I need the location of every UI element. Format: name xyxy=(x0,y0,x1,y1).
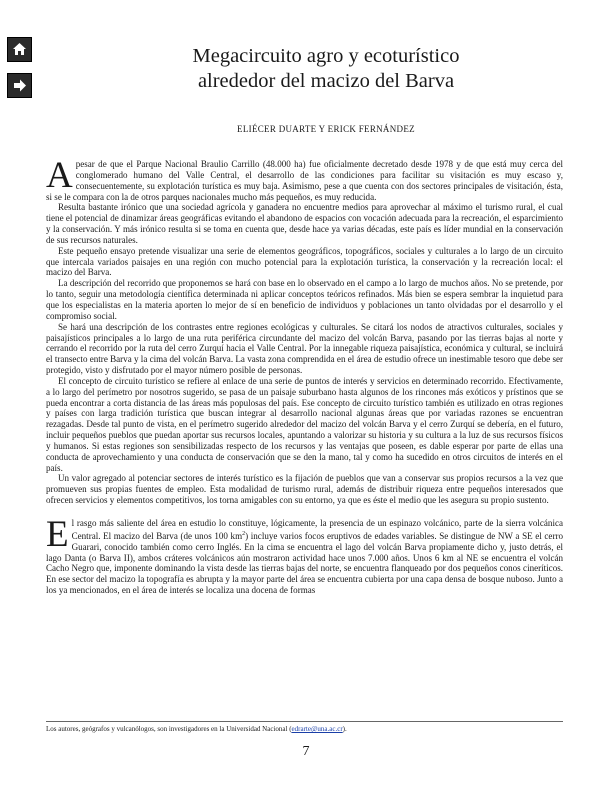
arrow-right-icon xyxy=(11,77,28,94)
home-icon xyxy=(11,41,28,58)
paragraph-8-text-b: ) incluye varios focos eruptivos de edades variables. Se distingue de NW a SE el cerro Guarari, conocido también como cerro Inglés. En la cima se encuentra el lago del volcán Barva propiamente dicho y, justo detrás, el lago Danta (o Barva II), ambos cráteres volcánicos aún mostraron actividad hace unos 7.000 años. Unos 6 km al NE se encuentra el volcán Cacho Negro que, imponente dominando la vista desde las tierras bajas del norte, se encuentra flanqueado por dos pequeños conos cineríticos. En ese sector del macizo la topografía es abrupta y la mayor parte del área se encuentra cubierta por una capa densa de bosque nuboso. Junto a los ya mencionados, en el área de interés se localiza una docena de formas xyxy=(46,530,563,596)
paragraph-1-text: pesar de que el Parque Nacional Braulio Carrillo (48.000 ha) fue oficialmente decretado desde 1978 y de que está muy cerca del conglomerado humano del Valle Central, el desarrollo de las condiciones para facilitar su visitación es muy escaso y, consecuentemente, su explotación turística es muy baja. Asimismo, pese a que cuenta con dos sectores principales de visitación, ésta, si se le compara con la de otros parques nacionales mucho más pequeños, es muy reducida. xyxy=(46,159,563,202)
article-body xyxy=(46,155,563,596)
footnote-divider xyxy=(46,721,563,722)
paragraph-3: Este pequeño ensayo pretende visualizar una serie de elementos geográficos, topográficos, sociales y culturales a lo largo de un circuito que intercala variados paisajes en una región con mucho potencial para la explotación turística, la conservación y la recreación local: el macizo del Barva. xyxy=(46,245,563,278)
title-line-1: Megacircuito agro y ecoturístico xyxy=(192,45,460,67)
next-page-button[interactable] xyxy=(7,73,32,98)
paragraph-1 xyxy=(46,155,563,202)
footnote-close: ). xyxy=(342,725,347,733)
paragraph-6: El concepto de circuito turístico se refiere al enlace de una serie de puntos de interés y servicios en determinado recorrido. Efectivamente, a lo largo del perímetro por nosotros sugerido, se pasa de un paisaje suburbano hasta algunos de los rincones más exóticos y prístinos que se pueda encontrar a corta distancia de las áreas más populosas del país. Ese concepto de circuito turístico también es utilizado en otras regiones y países con larga tradición turística que buscan integrar al desarrollo nacional algunas áreas que por variadas razones se encuentran rezagadas. Desde tal punto de vista, en el perímetro sugerido alrededor del macizo del volcán Barva y el cerro Zurquí se debería, en el futuro, incluir pequeños pueblos que puedan aportar sus recursos locales, apuntando a valorizar su historia y su cultura a la luz de sus recursos físicos y humanos. Si estas regiones son sensibilizadas respecto de los recursos y las ventajas que poseen, es dable esperar por parte de ellas una conducta de aprovechamiento y una conducta de conservación que se den la mano, tal y como ha sucedido en otros circuitos de interés en el país. xyxy=(46,375,563,473)
page-number: 7 xyxy=(302,744,310,759)
drop-cap: E xyxy=(46,514,69,555)
paragraph-8-text-a: l rasgo más saliente del área en estudio lo constituye, lógicamente, la presencia de un espinazo volcánico, parte de la sierra volcánica Central. El macizo del Barva (de unos 100 km xyxy=(71,518,563,541)
paragraph-5: Se hará una descripción de los contrastes entre regiones ecológicas y culturales. Se citará los nodos de atractivos culturales, sociales y paisajísticos principales a lo largo de una ruta periférica circundante del macizo del volcán Barva, pasando por las tierras bajas al norte y cerrando el recorrido por la ruta del cerro Zurquí hacia el Valle Central. Por la innegable riqueza paisajística, económica y cultural, se incluirá el transecto entre Barva y la cima del volcán Barva. La vasta zona comprendida en el área de estudio ofrece un inestimable tesoro que debe ser protegido, visto y disfrutado por el mayor número posible de personas. xyxy=(46,321,563,376)
paragraph-8 xyxy=(46,514,563,596)
authors: ELIÉCER DUARTE Y ERICK FERNÁNDEZ xyxy=(237,124,415,134)
page-title xyxy=(120,44,532,94)
home-button[interactable] xyxy=(7,37,32,62)
footnote-text: Los autores, geógrafos y vulcanólogos, son investigadores en la Universidad Nacional ( xyxy=(46,725,292,733)
footnote xyxy=(46,725,566,734)
drop-cap: A xyxy=(46,155,73,196)
email-link[interactable]: edrarte@una.ac.cr xyxy=(291,725,343,733)
paragraph-4: La descripción del recorrido que proponemos se hará con base en lo observado en el campo a lo largo de muchos años. No se pretende, por lo tanto, seguir una metodología científica determinada ni aplicar conceptos teóricos refinados. Más bien se espera sembrar la inquietud para que los especialistas en la materia aporten lo mejor de sí en beneficio de individuos y poblaciones un tanto olvidadas por el desarrollo y el compromiso social. xyxy=(46,278,563,321)
superscript: 2 xyxy=(242,530,246,537)
paragraph-7: Un valor agregado al potenciar sectores de interés turístico es la fijación de pueblos que van a conservar sus propios recursos a la vez que promueven sus propias fuentes de empleo. Esta modalidad de turismo rural, además de distribuir riqueza entre pequeños interesados que ofrecen servicios y elementos competitivos, los torna amigables con su entorno, ya que es éste el medio que les asegura su propio sustento. xyxy=(46,473,563,506)
paragraph-2: Resulta bastante irónico que una sociedad agrícola y ganadera no encuentre medios para aprovechar al máximo el turismo rural, el cual tiene el potencial de dinamizar áreas geográficas evitando el abandono de espacios con vocación adecuada para la recreación, el esparcimiento y la conservación. Y más irónico resulta si se toma en cuenta que, desde hace ya varias décadas, este país es líder mundial en la conservación de sus recursos naturales. xyxy=(46,202,563,245)
title-line-2: alrededor del macizo del Barva xyxy=(197,70,455,92)
